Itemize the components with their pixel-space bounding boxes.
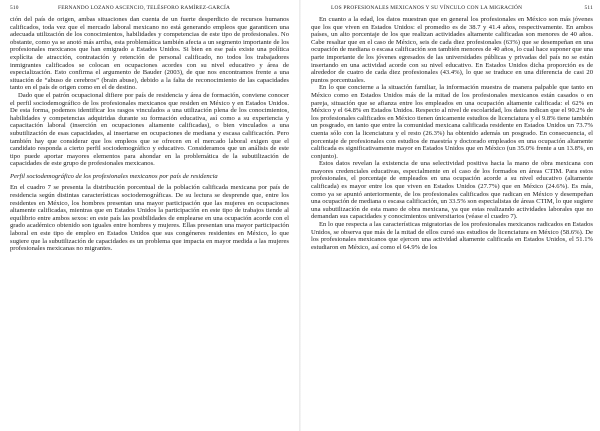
paragraph: En el cuadro 7 se presenta la distribución porcentual de la población calificada mexicana por país de residencia según distintas características sociodemográficas. De su lectura se desprende que, entre los residentes en México, los hombres presentan una mayor participación que las mujeres en ocupaciones altamente calificadas, mientras que en Estados Unidos la participación en este tipo de trabajos tiende al equilibrio entre ambos sexos: en este país las posibilidades de emplearse en una ocupación acorde con el grado académico obtenido son iguales entre hombres y mujeres. Ellas presentan una mayor participación laboral en este tipo de empleo en Estados Unidos que sus congéneres residentes en México, lo que sugiere que la subutilización de capacidades es un problema que impacta en mayor medida a las mujeres profesionales mexicanas no migrantes. xyxy=(10,184,289,253)
left-page xyxy=(10,0,289,431)
section-subheading: Perfil sociodemográfico de los profesionales mexicanos por país de residencia xyxy=(10,172,218,180)
paragraph: Estos datos revelan la existencia de una selectividad positiva hacia la mano de obra mexicana con mayores credenciales educativas, especialmente en el caso de los formados en áreas CTIM. Para estos profesionales, el porcentaje de empleados en una ocupación acorde a su nivel educativo (altamente calificada) es mayor entre los que viven en Estados Unidos (27.7%) que en México (24.6%). Es más, como ya se apuntó anteriormente, de los profesionales calificados que radican en México y desempeñan una ocupación de mediana o escasa calificación, un 33.5% son especialistas de áreas CTIM, lo que sugiere una subutilización de esta mano de obra mexicana, ya que estas realizando actividades laborales que no demandan sus capacidades y conocimientos universitarios (véase el cuadro 7). xyxy=(311,160,593,221)
left-running-head xyxy=(10,4,289,13)
right-running-head xyxy=(311,4,593,13)
paragraph: ción del país de origen, ambas situaciones dan cuenta de un fuerte desperdicio de recursos humanos calificados, toda vez que el mercado laboral mexicano no está generando empleos que garanticen una adecuada utilización de los conocimientos, habilidades y competencias de este tipo de profesionales. No obstante, como ya se anotó más arriba, esta problemática también afecta a un segmento importante de los profesionales mexicanos que han emigrado a Estados Unidos. Si bien en ese país existe una política explícita de atracción, contratación y retención de personal calificado, no todos los trabajadores inmigrantes calificados se colocan en ocupaciones acordes con su nivel educativo y área de especialización. Esto confirma el argumento de Bauder (2003), de que nos encontramos frente a una situación de “abuso de cerebros” (brain abuse), debido a la falta de reconocimiento de las capacidades tanto en el país de origen como en el de destino. xyxy=(10,16,289,92)
right-running-title: LOS PROFESIONALES MEXICANOS Y SU VÍNCULO CON LA MIGRACIÓN xyxy=(331,5,523,11)
gutter xyxy=(299,0,301,431)
left-page-number: 510 xyxy=(10,5,19,11)
paragraph: Dado que el patrón ocupacional difiere por país de residencia y área de formación, conviene conocer el perfil sociodemográfico de los profesionales mexicanos que residen en México y en Estados Unidos. De esta forma, podemos identificar los rasgos vinculados a una utilización plena de los conocimientos, habilidades y competencias adquiridas durante su formación educativa, así como a su experiencia y capacitación laboral (inserción en ocupaciones altamente calificadas), o bien vinculados a una subutilización de esas capacidades, al insertarse en ocupaciones de mediana y escasa calificación. Pero también hay que considerar que los empleos que se ofrecen en el mercado laboral exigen que el candidato responda a cierto perfil sociodemográfico y educativo. Consideramos que un análisis de este tipo puede aportar mayores elementos para ahondar en la problemática de la subutilización de capacidades de este grupo de profesionales mexicanos. xyxy=(10,91,289,168)
paragraph: En lo que concierne a la situación familiar, la información muestra de manera palpable que tanto en México como en Estados Unidos más de la mitad de los profesionales mexicanos están casados o en pareja, situación que se afianza entre los empleados en una ocupación altamente calificada: el 62% en México y el 64.8% en Estados Unidos. Respecto al nivel de escolaridad, los datos indican que el 90.2% de los profesionales calificados en México tienen únicamente estudios de licenciatura y el 9.8% tiene también un posgrado, en tanto que entre la comunidad mexicana calificada residente en Estados Unidos un 73.7% cuenta sólo con la licenciatura y el resto (26.3%) ha obtenido además un posgrado. En consecuencia, el porcentaje de profesionales con estudios de maestría y doctorado empleados en una ocupación altamente calificada es significativamente mayor en Estados Unidos que en México (un 35.0% frente a un 13.8%, en conjunto). xyxy=(311,84,593,160)
paragraph: En cuanto a la edad, los datos muestran que en general los profesionales en México son más jóvenes que los que viven en Estados Unidos: el promedio es de 38.7 y 41.4 años, respectivamente. En ambos países, un alto porcentaje de los que realizan actividades altamente calificadas son menores de 40 años. Cabe resaltar que en el caso de México, seis de cada diez profesionales (63%) que se desempeñan en una ocupación de mediana o escasa calificación son también menores de 40 años, lo cual hace suponer que una parte importante de los jóvenes egresados de las universidades públicas y privadas del país no se están insertando en una actividad acorde con su nivel educativo. En Estados Unidos dicha proporción es de alrededor de cuatro de cada diez profesionales (43.4%), lo que se traduce en una diferencia de casi 20 puntos porcentuales. xyxy=(311,16,593,84)
right-page-body xyxy=(311,16,593,251)
paragraph: En lo que respecta a las características migratorias de los profesionales mexicanos radicados en Estados Unidos, se observa que más de la mitad de ellos cursó sus estudios de licenciatura en México (58.6%). De los profesionales mexicanos que ejercen una actividad altamente calificada en Estados Unidos, el 51.1% estudiaron en México, así como el 64.9% de los xyxy=(311,221,593,251)
left-running-title: FERNANDO LOZANO ASCENCIO, TELÉSFORO RAMÍREZ-GARCÍA xyxy=(58,5,231,11)
left-page-body xyxy=(10,16,289,253)
right-page-number: 511 xyxy=(584,5,593,11)
right-page xyxy=(311,0,593,431)
